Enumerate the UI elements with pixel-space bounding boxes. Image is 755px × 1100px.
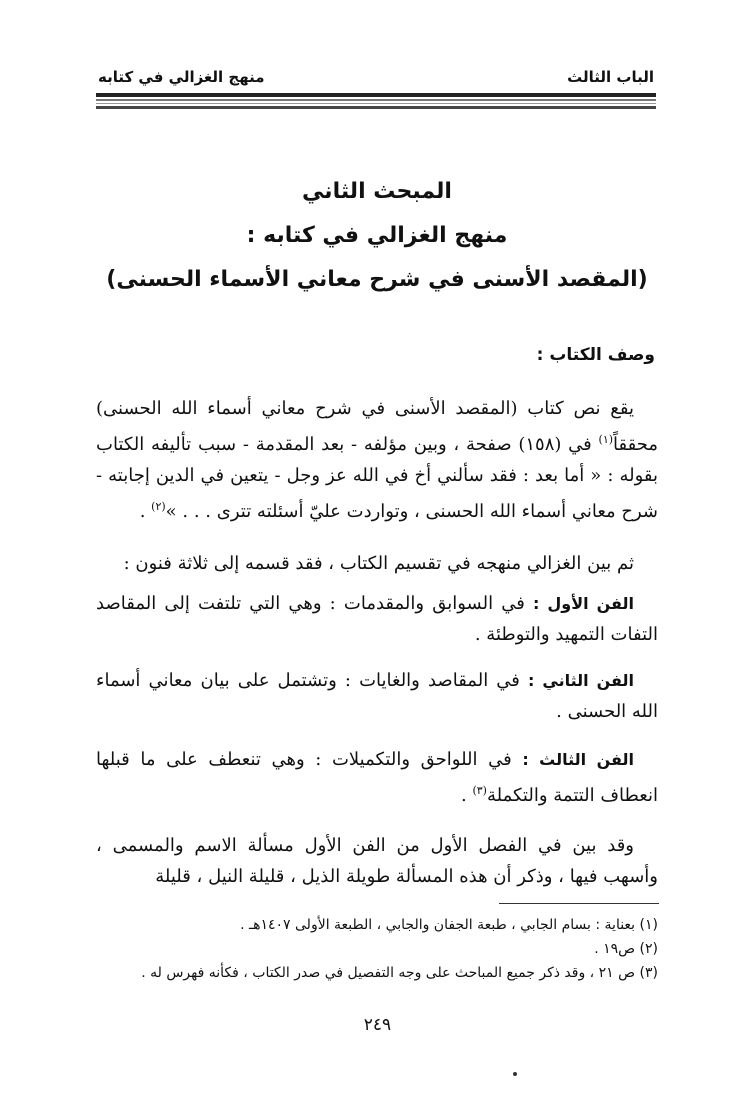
book-description-label: وصف الكتاب : xyxy=(536,345,655,365)
footnote-ref: (٢) xyxy=(151,500,166,513)
paragraph-text: . xyxy=(139,501,152,522)
paragraph-3: وقد بين في الفصل الأول من الفن الأول مسألة الاسم والمسمى ، وأسهب فيها ، وذكر أن هذه المسألة طويلة الذيل ، قليلة النيل ، قليلة xyxy=(96,835,658,887)
header-topic: منهج الغزالي في كتابه xyxy=(98,68,265,86)
section-title: المبحث الثاني xyxy=(302,179,452,204)
footnote-ref: (١) xyxy=(598,433,614,446)
running-header xyxy=(98,66,654,88)
art-label: الفن الأول : xyxy=(533,594,635,613)
header-rule xyxy=(96,99,656,101)
art-label: الفن الثالث : xyxy=(522,750,634,769)
scan-speck xyxy=(513,1072,517,1076)
footnote-2: (٢) ص١٩ . xyxy=(594,941,658,957)
header-rule xyxy=(96,93,656,97)
header-rule xyxy=(96,106,656,109)
paragraph-1 xyxy=(96,393,658,527)
art-1 xyxy=(96,588,658,650)
page-number: ٢٤٩ xyxy=(363,1015,392,1035)
section-subtitle: منهج الغزالي في كتابه : xyxy=(246,223,508,248)
art-text: في اللواحق والتكميلات : وهي تنعطف على ما قبلها انعطاف التتمة والتكملة xyxy=(96,749,658,806)
footnote-separator xyxy=(499,903,659,904)
header-rule xyxy=(96,103,656,104)
paragraph-text: يقع نص كتاب (المقصد الأسنى في شرح معاني أسماء الله الحسنى) محققاً xyxy=(96,398,658,455)
art-2 xyxy=(96,665,658,727)
section-titles xyxy=(96,170,658,302)
header-chapter: الباب الثالث xyxy=(567,68,654,86)
paragraph-text: في (١٥٨) صفحة ، وبين مؤلفه - بعد المقدمة - سبب تأليفه الكتاب بقوله : « أما بعد : فقد سألني أخ في الله عز وجل - يتعين في الدين إجابته - شرح معاني أسماء الله الحسنى ، وتواردت عليّ أسئلته تترى . . . » xyxy=(96,434,658,522)
footnote-1: (١) بعناية : بسام الجابي ، طبعة الجفان والجابي ، الطبعة الأولى ١٤٠٧هـ . xyxy=(240,917,658,933)
book-title: (المقصد الأسنى في شرح معاني الأسماء الحسنى) xyxy=(106,267,648,292)
art-text: في السوابق والمقدمات : وهي التي تلتفت إلى المقاصد التفات التمهيد والتوطئة . xyxy=(96,593,658,645)
footnotes xyxy=(96,913,658,985)
art-3 xyxy=(96,744,658,811)
art-text: في المقاصد والغايات : وتشتمل على بيان معاني أسماء الله الحسنى . xyxy=(96,670,658,722)
art-label: الفن الثاني : xyxy=(528,671,634,690)
footnote-3: (٣) ص ٢١ ، وقد ذكر جميع المباحث على وجه التفصيل في صدر الكتاب ، فكأنه فهرس له . xyxy=(141,965,658,981)
art-text: . xyxy=(461,785,473,806)
paragraph-2: ثم بين الغزالي منهجه في تقسيم الكتاب ، فقد قسمه إلى ثلاثة فنون : xyxy=(123,553,634,574)
footnote-ref: (٣) xyxy=(472,784,487,797)
